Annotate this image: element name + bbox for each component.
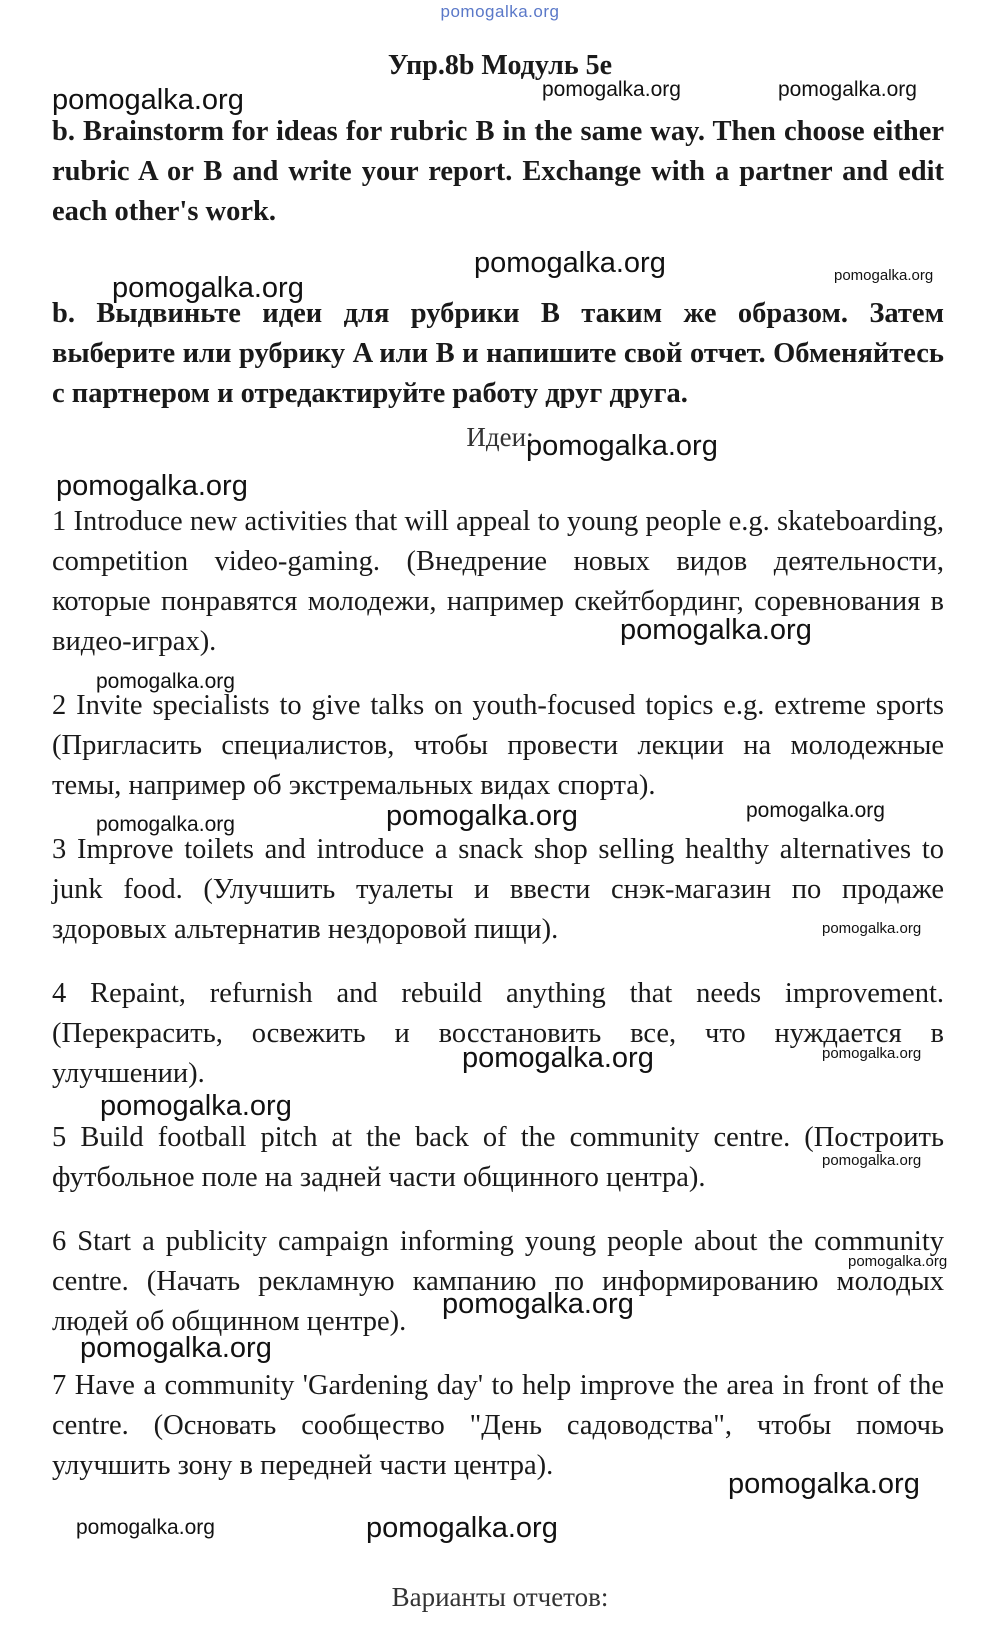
watermark: pomogalka.org bbox=[80, 1332, 272, 1364]
idea-item-3: 3 Improve toilets and introduce a snack shop selling healthy alternatives to junk food. (Улучшить туалеты и ввести снэк-магазин по продаже здоровых альтернатив нездоровой пищи). bbox=[52, 834, 944, 945]
idea-item-2: 2 Invite specialists to give talks on youth-focused topics e.g. extreme sports (Пригласить специалистов, чтобы провести лекции на молодежные темы, например об экстремальных видах спорта). bbox=[52, 690, 944, 801]
watermark: pomogalka.org bbox=[96, 813, 235, 836]
idea-item-6: 6 Start a publicity campaign informing young people about the community centre. (Начать рекламную кампанию по информированию молодых людей об общинном центре). bbox=[52, 1226, 944, 1337]
watermark: pomogalka.org bbox=[76, 1516, 215, 1539]
watermark: pomogalka.org bbox=[96, 670, 235, 693]
ideas-heading: Идеи: bbox=[466, 422, 534, 452]
task-russian: b. Выдвиньте идеи для рубрики B таким же образом. Затем выберите или рубрику A или B и напишите свой отчет. Обменяйтесь с партнером и отредактируйте работу друг друга. bbox=[52, 298, 944, 409]
watermark: pomogalka.org bbox=[728, 1468, 920, 1500]
watermark: pomogalka.org bbox=[52, 84, 244, 116]
site-logo[interactable]: pomogalka.org bbox=[440, 2, 560, 21]
task-english: b. Brainstorm for ideas for rubric B in the same way. Then choose either rubric A or B and write your report. Exchange with a partner and edit each other's work. bbox=[52, 116, 944, 227]
watermark: pomogalka.org bbox=[822, 920, 922, 937]
watermark: pomogalka.org bbox=[366, 1512, 558, 1544]
watermark: pomogalka.org bbox=[746, 799, 885, 822]
idea-item-1: 1 Introduce new activities that will appeal to young people e.g. skateboarding, competition video-gaming. (Внедрение новых видов деятельности, которые понравятся молодежи, например скейтбординг, соревнования в видео-играх). bbox=[52, 506, 944, 657]
variants-heading: Варианты отчетов: bbox=[391, 1582, 609, 1612]
watermark: pomogalka.org bbox=[386, 800, 578, 832]
watermark: pomogalka.org bbox=[822, 1045, 922, 1062]
watermark: pomogalka.org bbox=[848, 1253, 948, 1270]
watermark: pomogalka.org bbox=[778, 78, 917, 101]
watermark: pomogalka.org bbox=[822, 1152, 922, 1169]
watermark: pomogalka.org bbox=[112, 272, 304, 304]
watermark: pomogalka.org bbox=[462, 1042, 654, 1074]
watermark: pomogalka.org bbox=[620, 614, 812, 646]
watermark: pomogalka.org bbox=[834, 267, 934, 284]
page-title: Упр.8b Модуль 5е bbox=[387, 50, 613, 81]
watermark: pomogalka.org bbox=[474, 247, 666, 279]
idea-item-4: 4 Repaint, refurnish and rebuild anything that needs improvement. (Перекрасить, освежить и восстановить все, что нуждается в улучшении). bbox=[52, 978, 944, 1089]
watermark: pomogalka.org bbox=[542, 78, 681, 101]
idea-item-7: 7 Have a community 'Gardening day' to help improve the area in front of the centre. (Основать сообщество "День садоводства", чтобы помочь улучшить зону в передней части центра). bbox=[52, 1370, 944, 1481]
watermark: pomogalka.org bbox=[526, 430, 718, 462]
watermark: pomogalka.org bbox=[100, 1090, 292, 1122]
idea-item-5: 5 Build football pitch at the back of the community centre. (Построить футбольное поле на задней части общинного центра). bbox=[52, 1122, 944, 1193]
watermark: pomogalka.org bbox=[56, 470, 248, 502]
watermark: pomogalka.org bbox=[442, 1288, 634, 1320]
